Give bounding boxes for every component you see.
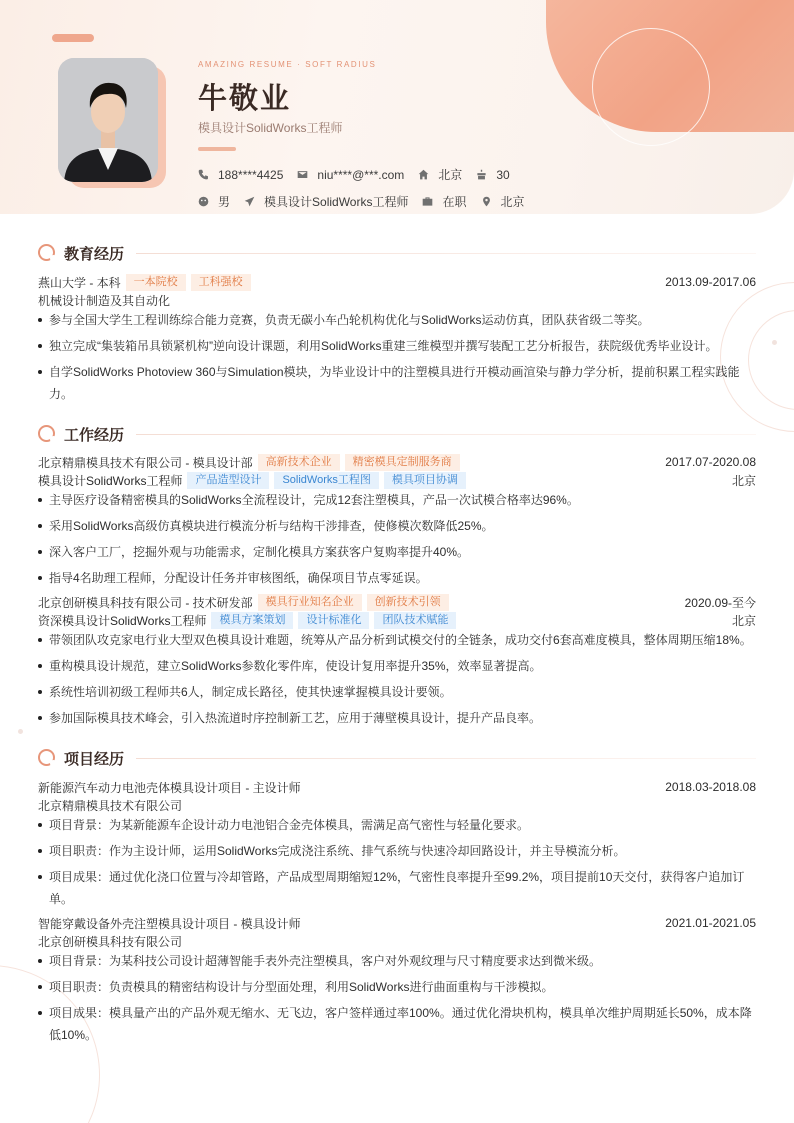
company-name: 北京创研模具科技有限公司 - 技术研发部 xyxy=(38,595,253,610)
job-city: 北京 xyxy=(731,613,756,628)
role-name: 模具设计SolidWorks工程师 xyxy=(38,473,183,488)
project-entry-header xyxy=(38,778,756,796)
company-name: 北京精鼎模具技术有限公司 - 模具设计部 xyxy=(38,455,253,470)
section-title: 教育经历 xyxy=(64,246,125,263)
education-entry-header xyxy=(38,273,756,291)
avatar xyxy=(58,58,158,182)
date-range: 2017.07-2020.08 xyxy=(665,455,756,469)
list-item: 参与全国大学生工程训练综合能力竞赛，负责无碳小车凸轮机构优化与SolidWorks运动仿真，团队获省级二等奖。 xyxy=(38,309,756,331)
tag: 精密模具定制服务商 xyxy=(345,454,460,471)
section-icon xyxy=(38,749,57,768)
section-icon xyxy=(38,244,57,263)
email-item xyxy=(297,168,404,182)
job-title: 模具设计SolidWorks工程师 xyxy=(198,121,343,135)
list-item: 自学SolidWorks Photoview 360与Simulation模块，为毕业设计中的注塑模具进行开模动画渲染与静力学分析，提前积累工程实践能力。 xyxy=(38,361,756,405)
status-item xyxy=(422,193,466,210)
list-item: 系统性培训初级工程师共6人，制定成长路径，使其快速掌握模具设计要领。 xyxy=(38,681,756,703)
gender-value: 男 xyxy=(218,195,231,209)
tag: 创新技术引领 xyxy=(367,594,449,611)
project-company-line xyxy=(38,796,756,814)
project-section-header xyxy=(38,748,756,769)
list-item: 项目职责：作为主设计师，运用SolidWorks完成浇注系统、排气系统与快速冷却回路设计，并主导模流分析。 xyxy=(38,840,756,862)
job-entry-header xyxy=(38,453,756,471)
date-range: 2013.09-2017.06 xyxy=(665,275,756,289)
accent-bar xyxy=(52,34,94,42)
location-icon xyxy=(481,196,492,207)
major-line xyxy=(38,291,756,309)
mail-icon xyxy=(297,169,308,180)
phone-item xyxy=(198,168,283,182)
list-item: 主导医疗设备精密模具的SolidWorks全流程设计，完成12套注塑模具，产品一次试模合格率达96%。 xyxy=(38,489,756,511)
list-item: 参加国际模具技术峰会，引入热流道时序控制新工艺，应用于薄壁模具设计，提升产品良率。 xyxy=(38,707,756,729)
gender-icon xyxy=(198,196,209,207)
contact-row xyxy=(198,166,524,183)
list-item: 采用SolidWorks高级仿真模块进行模流分析与结构干涉排查，使修模次数降低25%。 xyxy=(38,515,756,537)
age-item xyxy=(476,168,509,182)
job-entry-header xyxy=(38,593,756,611)
education-section-header xyxy=(38,243,756,264)
list-item: 带领团队攻克家电行业大型双色模具设计难题，统筹从产品分析到试模交付的全链条，成功交付6套高难度模具，整体周期压缩18%。 xyxy=(38,629,756,651)
home-icon xyxy=(418,169,429,180)
tag: 一本院校 xyxy=(126,274,186,291)
list-item: 独立完成“集装箱吊具锁紧机构”逆向设计课题，利用SolidWorks重建三维模型并撰写装配工艺分析报告，获院级优秀毕业设计。 xyxy=(38,335,756,357)
section-divider xyxy=(136,434,756,435)
decorative-dot xyxy=(772,340,777,345)
tag: 团队技术赋能 xyxy=(374,612,456,629)
date-range: 2020.09-至今 xyxy=(684,595,756,610)
date-range: 2021.01-2021.05 xyxy=(665,916,756,930)
tag: 产品造型设计 xyxy=(187,472,269,489)
job-role-line xyxy=(38,611,756,629)
target-item xyxy=(244,193,408,210)
project-name: 智能穿戴设备外壳注塑模具设计项目 - 模具设计师 xyxy=(38,916,301,931)
tag: 模具项目协调 xyxy=(384,472,466,489)
project-bullets xyxy=(38,950,756,1050)
location-value: 北京 xyxy=(500,195,525,209)
list-item: 项目职责：负责模具的精密结构设计与分型面处理，利用SolidWorks进行曲面重构与干涉模拟。 xyxy=(38,976,756,998)
tag: 模具方案策划 xyxy=(211,612,293,629)
section-icon xyxy=(38,425,57,444)
project-company-line xyxy=(38,932,756,950)
section-divider xyxy=(136,758,756,759)
section-title: 工作经历 xyxy=(64,427,125,444)
school-name: 燕山大学 - 本科 xyxy=(38,275,121,290)
job-bullets xyxy=(38,629,756,733)
resume-header xyxy=(0,0,794,214)
gender-item xyxy=(198,193,230,210)
briefcase-icon xyxy=(422,196,433,207)
home-item xyxy=(418,166,462,183)
title-underline xyxy=(198,147,236,151)
status-value: 在职 xyxy=(442,195,467,209)
list-item: 项目背景：为某科技公司设计超薄智能手表外壳注塑模具，客户对外观纹理与尺寸精度要求达到微米级。 xyxy=(38,950,756,972)
detail-row xyxy=(198,193,539,210)
decorative-dot xyxy=(18,729,23,734)
tag: SolidWorks工程图 xyxy=(274,472,378,489)
send-icon xyxy=(244,196,255,207)
job-city: 北京 xyxy=(731,473,756,488)
tagline: AMAZING RESUME · SOFT RADIUS xyxy=(198,60,377,69)
email-value: niu****@***.com xyxy=(317,167,405,182)
candidate-name: 牛敬业 xyxy=(198,83,292,115)
phone-icon xyxy=(198,169,209,180)
date-range: 2018.03-2018.08 xyxy=(665,780,756,794)
phone-value: 188****4425 xyxy=(218,167,284,182)
education-bullets xyxy=(38,309,756,409)
home-value: 北京 xyxy=(438,168,463,182)
project-name: 新能源汽车动力电池壳体模具设计项目 - 主设计师 xyxy=(38,780,301,795)
section-title: 项目经历 xyxy=(64,751,125,768)
tag: 工科强校 xyxy=(191,274,251,291)
tag: 设计标准化 xyxy=(298,612,369,629)
job-bullets xyxy=(38,489,756,593)
list-item: 项目成果：通过优化浇口位置与冷却管路，产品成型周期缩短12%，气密性良率提升至99.2%，项目提前10天交付，获得客户追加订单。 xyxy=(38,866,756,910)
target-value: 模具设计SolidWorks工程师 xyxy=(264,195,409,209)
decorative-ring xyxy=(592,28,710,146)
list-item: 重构模具设计规范，建立SolidWorks参数化零件库，使设计复用率提升35%，效率显著提高。 xyxy=(38,655,756,677)
project-bullets xyxy=(38,814,756,914)
location-item xyxy=(481,193,525,210)
project-company: 北京精鼎模具技术有限公司 xyxy=(38,798,183,813)
project-entry-header xyxy=(38,914,756,932)
work-section-header xyxy=(38,424,756,445)
job-role-line xyxy=(38,471,756,489)
project-company: 北京创研模具科技有限公司 xyxy=(38,934,183,949)
section-divider xyxy=(136,253,756,254)
tag: 模具行业知名企业 xyxy=(258,594,362,611)
role-name: 资深模具设计SolidWorks工程师 xyxy=(38,613,207,628)
cake-icon xyxy=(476,169,487,180)
tag: 高新技术企业 xyxy=(258,454,340,471)
major: 机械设计制造及其自动化 xyxy=(38,293,171,308)
list-item: 项目背景：为某新能源车企设计动力电池铝合金壳体模具，需满足高气密性与轻量化要求。 xyxy=(38,814,756,836)
list-item: 深入客户工厂，挖掘外观与功能需求，定制化模具方案获客户复购率提升40%。 xyxy=(38,541,756,563)
age-value: 30 xyxy=(496,167,510,182)
list-item: 项目成果：模具量产出的产品外观无缩水、无飞边，客户签样通过率100%。通过优化滑块机构，模具单次维护周期延长50%，成本降低10%。 xyxy=(38,1002,756,1046)
list-item: 指导4名助理工程师，分配设计任务并审核图纸，确保项目节点零延误。 xyxy=(38,567,756,589)
